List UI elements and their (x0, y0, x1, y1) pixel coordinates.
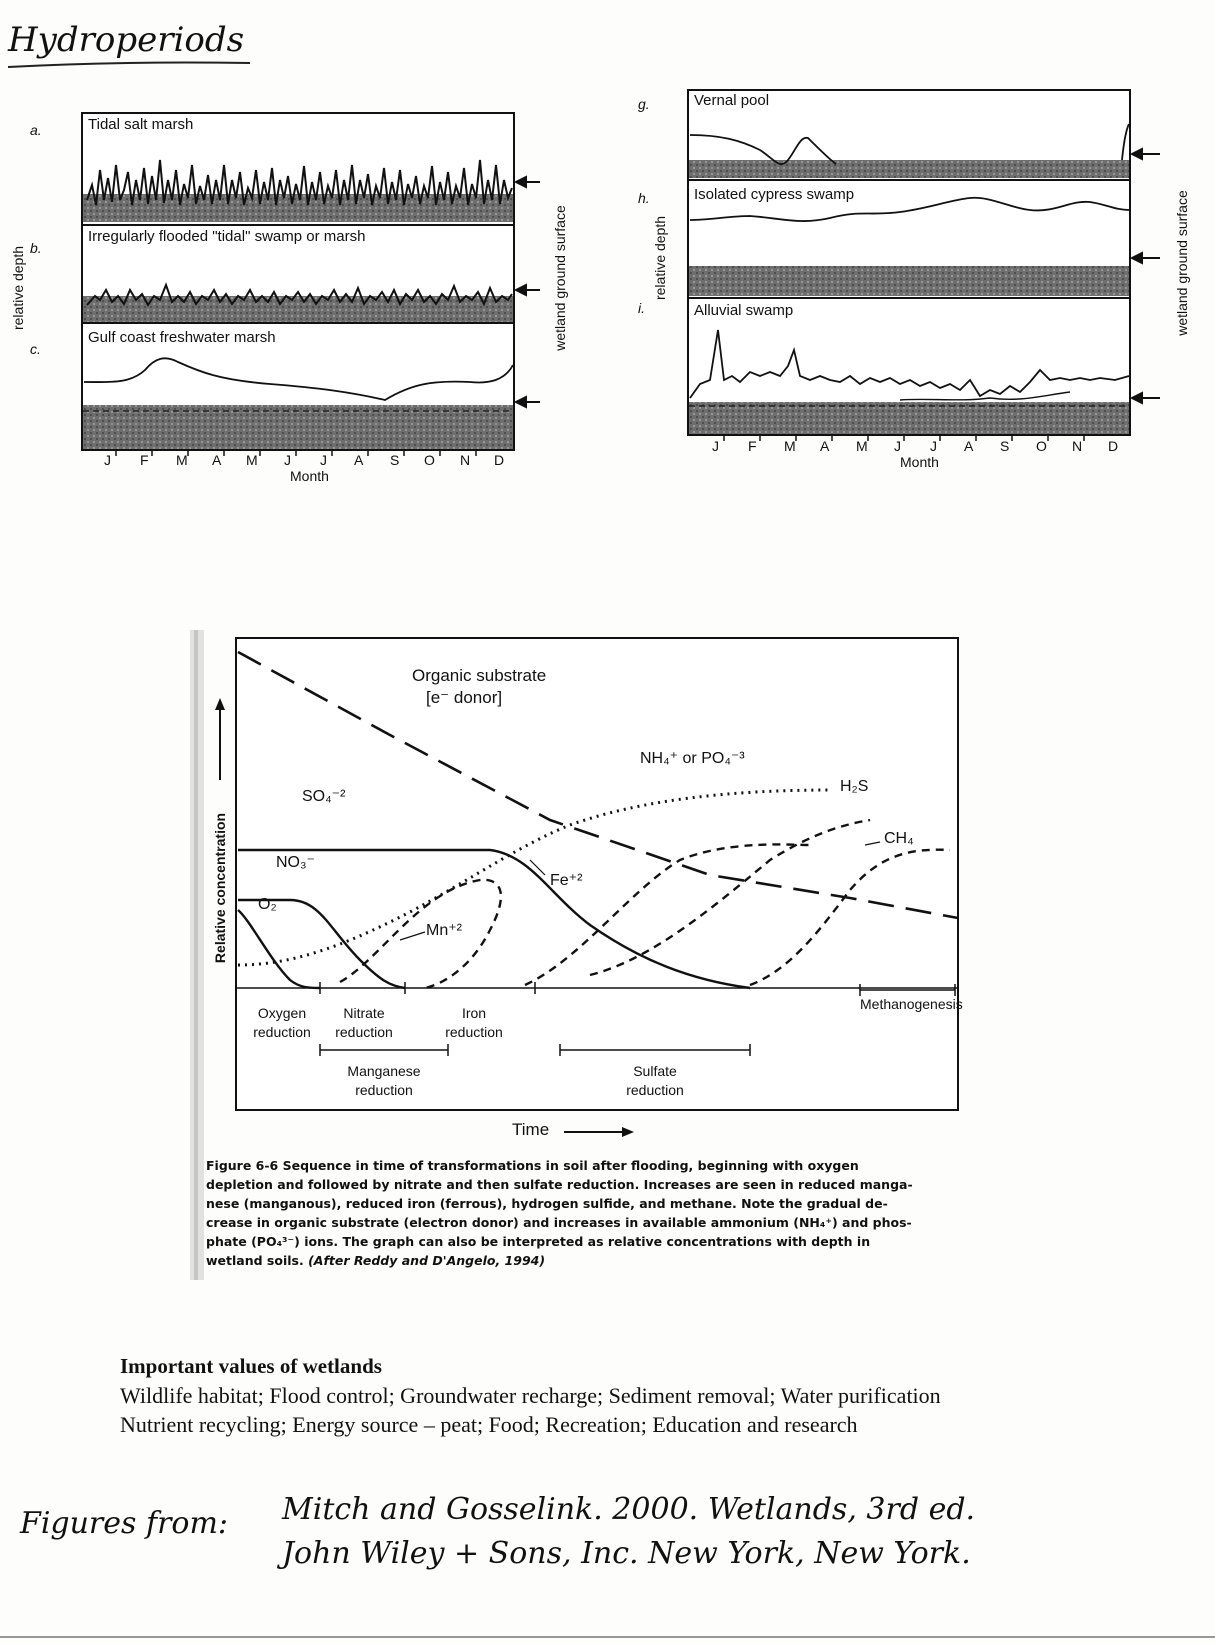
panel-letter-b: b. (30, 240, 42, 256)
x-axis-label-right: Month (900, 454, 939, 470)
stage-nitrate (324, 1004, 404, 1042)
caption-line: phate (PO₄³⁻) ions. The graph can also be interpreted as relative concentrations with depth in (206, 1234, 871, 1249)
page-title-text: Hydroperiods (8, 20, 245, 60)
month-label: J (284, 452, 291, 468)
panel-title-g: Vernal pool (694, 92, 770, 109)
label-h2s: H₂S (840, 778, 869, 795)
panel-title-h: Isolated cypress swamp (694, 186, 855, 203)
page-edge (0, 1636, 1215, 1638)
stage-manganese-line2: reduction (355, 1082, 413, 1098)
credit-label: Figures from: (20, 1506, 229, 1541)
stage-sulfate-line2: reduction (626, 1082, 684, 1098)
stage-nitrate-line1: Nitrate (343, 1005, 385, 1021)
bleed-through-texture (150, 560, 850, 600)
right-axis-label-right: wetland ground surface (1174, 190, 1190, 336)
panel-letter-a: a. (30, 122, 42, 138)
month-label: M (176, 452, 188, 468)
stage-manganese-line1: Manganese (347, 1063, 421, 1079)
credit-line-2: John Wiley + Sons, Inc. New York, New York. (282, 1536, 971, 1571)
caption-line: crease in organic substrate (electron donor) and increases in available ammonium (NH₄⁺) and phos- (206, 1215, 912, 1230)
stage-nitrate-line2: reduction (335, 1024, 393, 1040)
stage-methanogenesis: Methanogenesis (860, 996, 963, 1012)
month-label: J (104, 452, 111, 468)
stage-oxygen-line2: reduction (253, 1024, 311, 1040)
panel-letter-h: h. (638, 190, 650, 206)
month-label: A (820, 438, 830, 454)
values-title: Important values of wetlands (120, 1354, 382, 1378)
label-no3: NO₃⁻ (276, 854, 315, 871)
panel-title-a: Tidal salt marsh (88, 116, 194, 133)
month-label: S (1000, 438, 1010, 454)
panel-letter-i: i. (638, 300, 645, 316)
values-line-1: Wildlife habitat; Flood control; Groundwater recharge; Sediment removal; Water purification (120, 1383, 941, 1408)
figure-6-6 (190, 630, 980, 1280)
figure-caption (206, 1156, 976, 1270)
month-label: M (246, 452, 258, 468)
left-frame (82, 113, 514, 450)
stage-iron-line2: reduction (445, 1024, 503, 1040)
caption-line: depletion and followed by nitrate and then sulfate reduction. Increases are seen in reduced manga- (206, 1177, 913, 1192)
month-label: O (1036, 438, 1047, 454)
right-axis-label-left: wetland ground surface (552, 205, 568, 351)
month-label: N (1072, 438, 1083, 454)
caption-last-line (206, 1251, 976, 1270)
label-nh4-po4: NH₄⁺ or PO₄⁻³ (640, 750, 745, 767)
caption-last: wetland soils. (206, 1253, 304, 1268)
month-label: J (930, 438, 937, 454)
panel-title-c: Gulf coast freshwater marsh (88, 329, 276, 346)
caption-line: nese (manganous), reduced iron (ferrous), hydrogen sulfide, and methane. Note the gradual de- (206, 1196, 888, 1211)
label-mn: Mn⁺² (426, 922, 462, 939)
month-label: J (894, 438, 901, 454)
time-axis-label: Time (512, 1120, 550, 1139)
panel-letter-g: g. (638, 96, 650, 112)
relative-concentration-label: Relative concentration (212, 812, 228, 964)
panel-title-i: Alluvial swamp (694, 302, 794, 319)
stage-sulfate-line1: Sulfate (633, 1063, 677, 1079)
month-label: D (1108, 438, 1119, 454)
hydroperiod-right-figure (600, 80, 1215, 500)
month-label: F (748, 438, 757, 454)
hydroperiod-right-svg (600, 80, 1215, 500)
credit-line-1: Mitch and Gosselink. 2000. Wetlands, 3rd ed. (282, 1492, 976, 1527)
label-o2: O₂ (258, 896, 277, 913)
label-ch4: CH₄ (884, 830, 914, 847)
month-label: N (460, 452, 471, 468)
month-label: J (320, 452, 327, 468)
caption-credit: (After Reddy and D'Angelo, 1994) (308, 1253, 546, 1268)
month-label: J (712, 438, 719, 454)
month-label: A (964, 438, 974, 454)
values-section (120, 1352, 1120, 1439)
month-label: F (140, 452, 149, 468)
stage-oxygen (242, 1004, 322, 1042)
label-organic-2: [e⁻ donor] (426, 688, 503, 707)
stage-iron (434, 1004, 514, 1042)
hydroperiod-left-figure (0, 0, 600, 484)
panel-title-b: Irregularly flooded "tidal" swamp or marsh (88, 228, 366, 245)
month-label: O (424, 452, 435, 468)
month-label: D (494, 452, 505, 468)
month-label: M (784, 438, 796, 454)
stage-iron-line1: Iron (461, 1005, 487, 1021)
label-organic-1: Organic substrate (412, 666, 547, 685)
arrows-left (516, 177, 540, 407)
month-label: A (212, 452, 222, 468)
month-label: M (856, 438, 868, 454)
stage-manganese (324, 1062, 444, 1100)
month-label: A (354, 452, 364, 468)
y-axis-label-left: relative depth (10, 245, 26, 331)
label-fe: Fe⁺² (550, 872, 583, 889)
month-label: S (390, 452, 400, 468)
label-so4: SO₄⁻² (302, 788, 346, 805)
y-axis-label-right: relative depth (652, 215, 668, 301)
panel-letter-c: c. (30, 341, 41, 357)
stage-sulfate (610, 1062, 700, 1100)
caption-line: Figure 6-6 Sequence in time of transformations in soil after flooding, beginning with oxygen (206, 1158, 859, 1173)
stage-oxygen-line1: Oxygen (257, 1005, 307, 1021)
values-line-2: Nutrient recycling; Energy source – peat; Food; Recreation; Education and research (120, 1412, 858, 1437)
x-axis-label-left: Month (290, 468, 329, 484)
